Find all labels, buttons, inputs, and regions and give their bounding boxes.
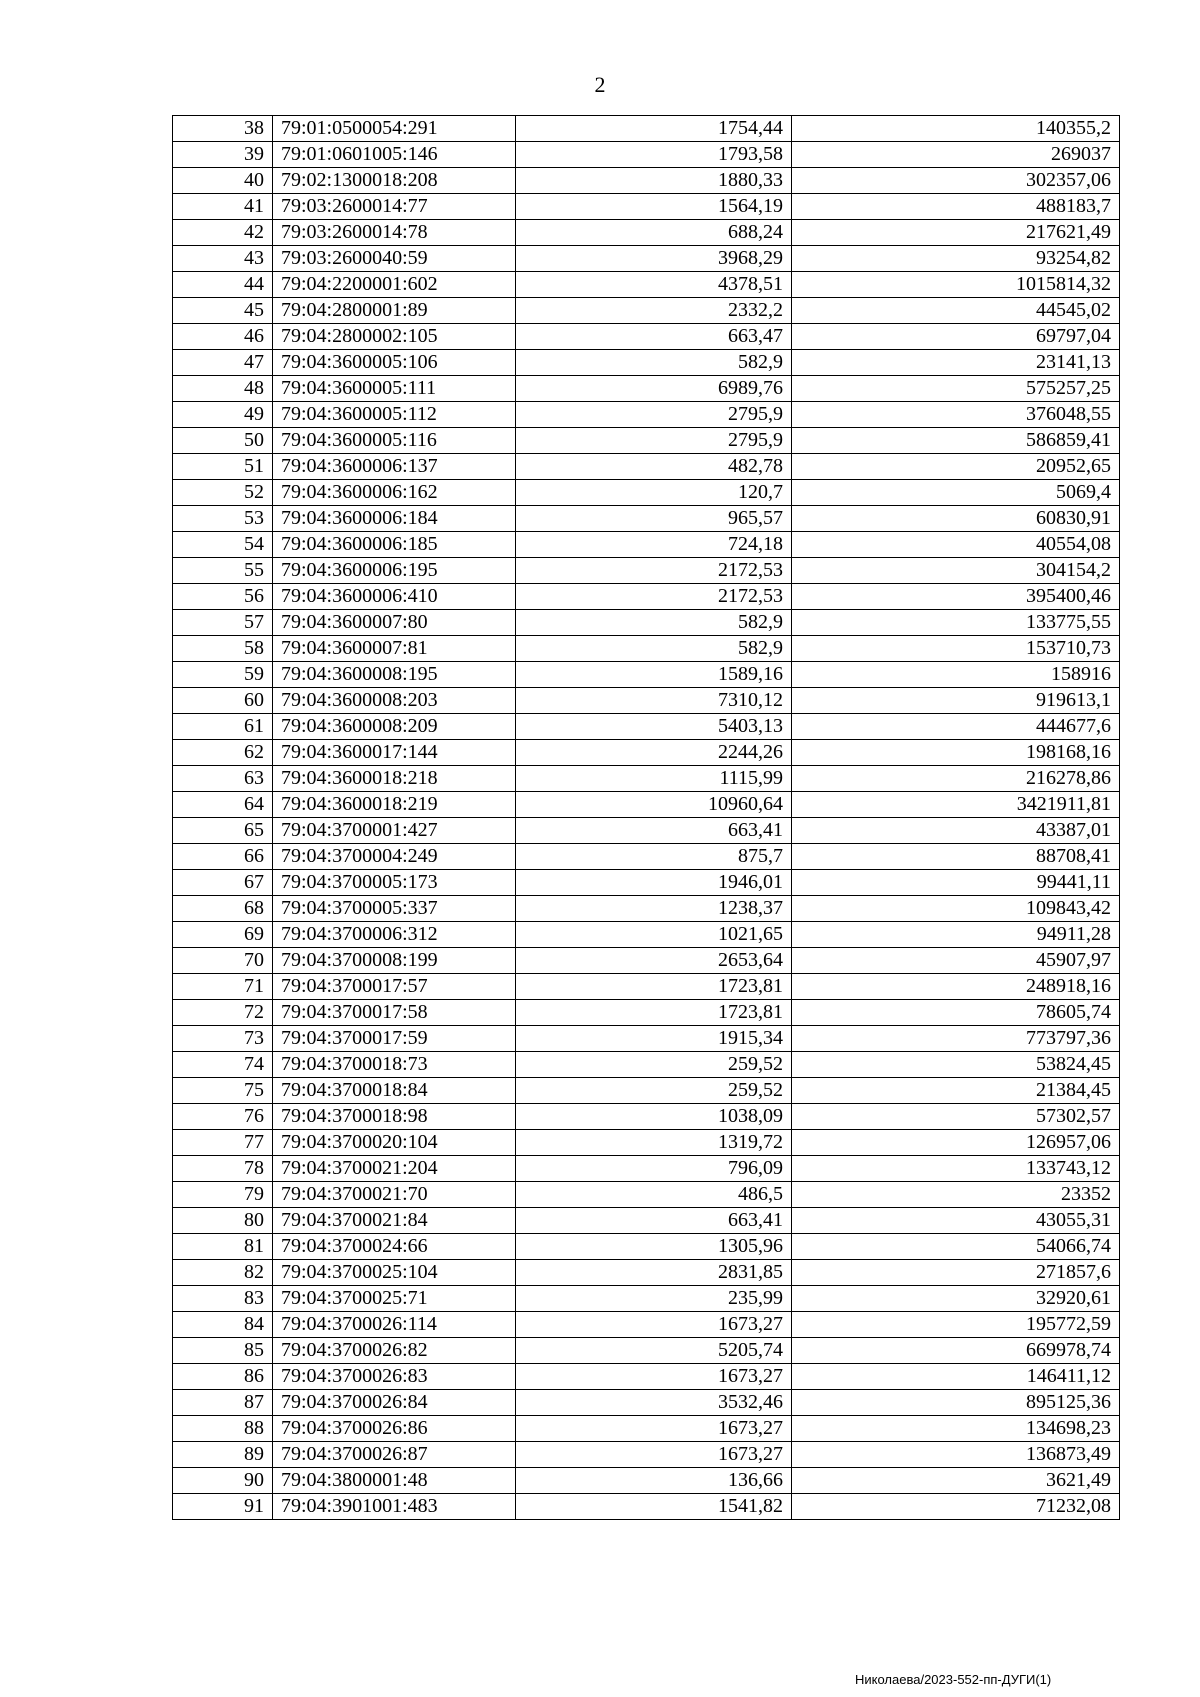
cost-value: 23141,13 <box>792 350 1120 376</box>
row-number: 52 <box>173 480 273 506</box>
area-value: 4378,51 <box>516 272 792 298</box>
cost-value: 71232,08 <box>792 1494 1120 1520</box>
row-number: 43 <box>173 246 273 272</box>
table-row <box>173 272 1120 298</box>
row-number: 68 <box>173 896 273 922</box>
cadastral-number: 79:04:3700001:427 <box>273 818 516 844</box>
table-row <box>173 1312 1120 1338</box>
cost-value: 586859,41 <box>792 428 1120 454</box>
cadastral-number: 79:04:3700008:199 <box>273 948 516 974</box>
area-value: 1305,96 <box>516 1234 792 1260</box>
area-value: 688,24 <box>516 220 792 246</box>
cadastral-number: 79:03:2600040:59 <box>273 246 516 272</box>
row-number: 54 <box>173 532 273 558</box>
area-value: 663,47 <box>516 324 792 350</box>
table-row <box>173 662 1120 688</box>
row-number: 89 <box>173 1442 273 1468</box>
area-value: 1673,27 <box>516 1312 792 1338</box>
cadastral-number: 79:04:3600018:219 <box>273 792 516 818</box>
area-value: 1723,81 <box>516 1000 792 1026</box>
row-number: 64 <box>173 792 273 818</box>
cost-value: 669978,74 <box>792 1338 1120 1364</box>
cost-value: 45907,97 <box>792 948 1120 974</box>
table-row <box>173 1156 1120 1182</box>
row-number: 66 <box>173 844 273 870</box>
row-number: 42 <box>173 220 273 246</box>
cost-value: 60830,91 <box>792 506 1120 532</box>
table-row <box>173 324 1120 350</box>
cost-value: 304154,2 <box>792 558 1120 584</box>
cost-value: 109843,42 <box>792 896 1120 922</box>
table-row <box>173 1364 1120 1390</box>
cadastral-number: 79:04:3700017:59 <box>273 1026 516 1052</box>
cost-value: 248918,16 <box>792 974 1120 1000</box>
cadastral-table <box>172 115 1120 1520</box>
area-value: 486,5 <box>516 1182 792 1208</box>
cost-value: 40554,08 <box>792 532 1120 558</box>
table-row <box>173 1208 1120 1234</box>
table-row <box>173 1234 1120 1260</box>
cadastral-number: 79:04:3700024:66 <box>273 1234 516 1260</box>
cost-value: 133743,12 <box>792 1156 1120 1182</box>
area-value: 120,7 <box>516 480 792 506</box>
area-value: 482,78 <box>516 454 792 480</box>
table-row <box>173 818 1120 844</box>
cost-value: 5069,4 <box>792 480 1120 506</box>
cost-value: 488183,7 <box>792 194 1120 220</box>
cadastral-number: 79:04:3600007:80 <box>273 610 516 636</box>
row-number: 50 <box>173 428 273 454</box>
row-number: 38 <box>173 116 273 142</box>
area-value: 663,41 <box>516 1208 792 1234</box>
area-value: 663,41 <box>516 818 792 844</box>
cost-value: 216278,86 <box>792 766 1120 792</box>
area-value: 2244,26 <box>516 740 792 766</box>
area-value: 1564,19 <box>516 194 792 220</box>
table-row <box>173 298 1120 324</box>
table-row <box>173 168 1120 194</box>
area-value: 3532,46 <box>516 1390 792 1416</box>
area-value: 796,09 <box>516 1156 792 1182</box>
area-value: 2653,64 <box>516 948 792 974</box>
cadastral-number: 79:04:3700006:312 <box>273 922 516 948</box>
cost-value: 444677,6 <box>792 714 1120 740</box>
table-row <box>173 506 1120 532</box>
cadastral-number: 79:04:3600005:111 <box>273 376 516 402</box>
cost-value: 895125,36 <box>792 1390 1120 1416</box>
cost-value: 134698,23 <box>792 1416 1120 1442</box>
cost-value: 575257,25 <box>792 376 1120 402</box>
area-value: 582,9 <box>516 350 792 376</box>
area-value: 5205,74 <box>516 1338 792 1364</box>
cadastral-number: 79:04:3600006:410 <box>273 584 516 610</box>
cost-value: 32920,61 <box>792 1286 1120 1312</box>
area-value: 724,18 <box>516 532 792 558</box>
row-number: 47 <box>173 350 273 376</box>
cost-value: 99441,11 <box>792 870 1120 896</box>
row-number: 60 <box>173 688 273 714</box>
area-value: 10960,64 <box>516 792 792 818</box>
cadastral-number: 79:04:3600008:195 <box>273 662 516 688</box>
cost-value: 140355,2 <box>792 116 1120 142</box>
row-number: 69 <box>173 922 273 948</box>
cadastral-number: 79:04:3700025:71 <box>273 1286 516 1312</box>
cadastral-number: 79:01:0601005:146 <box>273 142 516 168</box>
area-value: 259,52 <box>516 1052 792 1078</box>
row-number: 79 <box>173 1182 273 1208</box>
area-value: 1723,81 <box>516 974 792 1000</box>
area-value: 259,52 <box>516 1078 792 1104</box>
row-number: 56 <box>173 584 273 610</box>
cadastral-number: 79:04:3600008:203 <box>273 688 516 714</box>
cost-value: 158916 <box>792 662 1120 688</box>
table-row <box>173 636 1120 662</box>
table-row <box>173 1442 1120 1468</box>
cadastral-number: 79:04:3600005:116 <box>273 428 516 454</box>
area-value: 1115,99 <box>516 766 792 792</box>
cost-value: 146411,12 <box>792 1364 1120 1390</box>
cost-value: 133775,55 <box>792 610 1120 636</box>
cost-value: 43055,31 <box>792 1208 1120 1234</box>
cadastral-number: 79:04:3700025:104 <box>273 1260 516 1286</box>
row-number: 70 <box>173 948 273 974</box>
row-number: 75 <box>173 1078 273 1104</box>
table-row <box>173 792 1120 818</box>
row-number: 83 <box>173 1286 273 1312</box>
area-value: 1673,27 <box>516 1364 792 1390</box>
cadastral-number: 79:04:3700026:86 <box>273 1416 516 1442</box>
cost-value: 198168,16 <box>792 740 1120 766</box>
table-row <box>173 194 1120 220</box>
cadastral-number: 79:04:3700018:84 <box>273 1078 516 1104</box>
cadastral-number: 79:02:1300018:208 <box>273 168 516 194</box>
cadastral-number: 79:04:3600006:184 <box>273 506 516 532</box>
cost-value: 78605,74 <box>792 1000 1120 1026</box>
table-row <box>173 1052 1120 1078</box>
area-value: 1238,37 <box>516 896 792 922</box>
area-value: 2795,9 <box>516 402 792 428</box>
row-number: 88 <box>173 1416 273 1442</box>
table-row <box>173 220 1120 246</box>
row-number: 45 <box>173 298 273 324</box>
row-number: 57 <box>173 610 273 636</box>
table-row <box>173 870 1120 896</box>
table-row <box>173 1026 1120 1052</box>
area-value: 2831,85 <box>516 1260 792 1286</box>
table-row <box>173 1390 1120 1416</box>
cost-value: 153710,73 <box>792 636 1120 662</box>
table-row <box>173 948 1120 974</box>
row-number: 40 <box>173 168 273 194</box>
row-number: 90 <box>173 1468 273 1494</box>
cadastral-number: 79:04:2200001:602 <box>273 272 516 298</box>
cadastral-number: 79:04:3700005:337 <box>273 896 516 922</box>
area-value: 1793,58 <box>516 142 792 168</box>
table-row <box>173 1130 1120 1156</box>
row-number: 63 <box>173 766 273 792</box>
table-row <box>173 714 1120 740</box>
cost-value: 773797,36 <box>792 1026 1120 1052</box>
cost-value: 21384,45 <box>792 1078 1120 1104</box>
table-row <box>173 766 1120 792</box>
cadastral-number: 79:04:3600008:209 <box>273 714 516 740</box>
row-number: 62 <box>173 740 273 766</box>
area-value: 1754,44 <box>516 116 792 142</box>
table-row <box>173 584 1120 610</box>
cadastral-number: 79:04:3600005:112 <box>273 402 516 428</box>
cadastral-number: 79:04:3700026:87 <box>273 1442 516 1468</box>
area-value: 5403,13 <box>516 714 792 740</box>
row-number: 81 <box>173 1234 273 1260</box>
cadastral-number: 79:04:3700018:73 <box>273 1052 516 1078</box>
area-value: 1880,33 <box>516 168 792 194</box>
row-number: 77 <box>173 1130 273 1156</box>
area-value: 3968,29 <box>516 246 792 272</box>
table-row <box>173 1416 1120 1442</box>
cost-value: 53824,45 <box>792 1052 1120 1078</box>
table-row <box>173 142 1120 168</box>
row-number: 78 <box>173 1156 273 1182</box>
cost-value: 20952,65 <box>792 454 1120 480</box>
table-row <box>173 532 1120 558</box>
cadastral-number: 79:04:3600006:162 <box>273 480 516 506</box>
cadastral-number: 79:03:2600014:78 <box>273 220 516 246</box>
cost-value: 44545,02 <box>792 298 1120 324</box>
table-row <box>173 610 1120 636</box>
cadastral-number: 79:04:3600017:144 <box>273 740 516 766</box>
table-row <box>173 974 1120 1000</box>
cadastral-number: 79:04:3700004:249 <box>273 844 516 870</box>
table-row <box>173 922 1120 948</box>
table-row <box>173 844 1120 870</box>
cadastral-number: 79:04:3700020:104 <box>273 1130 516 1156</box>
row-number: 86 <box>173 1364 273 1390</box>
cadastral-number: 79:04:3700026:82 <box>273 1338 516 1364</box>
cost-value: 271857,6 <box>792 1260 1120 1286</box>
table-row <box>173 246 1120 272</box>
cadastral-number: 79:04:2800001:89 <box>273 298 516 324</box>
cadastral-number: 79:04:3700005:173 <box>273 870 516 896</box>
area-value: 1673,27 <box>516 1442 792 1468</box>
area-value: 1319,72 <box>516 1130 792 1156</box>
cost-value: 3421911,81 <box>792 792 1120 818</box>
cadastral-number: 79:04:3700018:98 <box>273 1104 516 1130</box>
area-value: 1673,27 <box>516 1416 792 1442</box>
row-number: 44 <box>173 272 273 298</box>
area-value: 1946,01 <box>516 870 792 896</box>
cadastral-number: 79:04:3700026:83 <box>273 1364 516 1390</box>
cadastral-number: 79:04:3800001:48 <box>273 1468 516 1494</box>
cost-value: 23352 <box>792 1182 1120 1208</box>
table-row <box>173 1000 1120 1026</box>
row-number: 82 <box>173 1260 273 1286</box>
row-number: 53 <box>173 506 273 532</box>
table-row <box>173 688 1120 714</box>
row-number: 41 <box>173 194 273 220</box>
cadastral-number: 79:04:3600006:137 <box>273 454 516 480</box>
cost-value: 43387,01 <box>792 818 1120 844</box>
row-number: 59 <box>173 662 273 688</box>
row-number: 85 <box>173 1338 273 1364</box>
row-number: 67 <box>173 870 273 896</box>
cost-value: 88708,41 <box>792 844 1120 870</box>
area-value: 1915,34 <box>516 1026 792 1052</box>
page-number: 2 <box>594 72 606 97</box>
cost-value: 57302,57 <box>792 1104 1120 1130</box>
cost-value: 195772,59 <box>792 1312 1120 1338</box>
area-value: 2332,2 <box>516 298 792 324</box>
cost-value: 1015814,32 <box>792 272 1120 298</box>
table-row <box>173 558 1120 584</box>
row-number: 74 <box>173 1052 273 1078</box>
area-value: 2172,53 <box>516 558 792 584</box>
row-number: 51 <box>173 454 273 480</box>
row-number: 80 <box>173 1208 273 1234</box>
table-row <box>173 480 1120 506</box>
cadastral-number: 79:01:0500054:291 <box>273 116 516 142</box>
cadastral-number: 79:04:3600018:218 <box>273 766 516 792</box>
table-row <box>173 1494 1120 1520</box>
table-row <box>173 896 1120 922</box>
cadastral-number: 79:04:3901001:483 <box>273 1494 516 1520</box>
cadastral-number: 79:04:2800002:105 <box>273 324 516 350</box>
area-value: 1021,65 <box>516 922 792 948</box>
area-value: 1541,82 <box>516 1494 792 1520</box>
cadastral-number: 79:04:3700026:114 <box>273 1312 516 1338</box>
area-value: 2795,9 <box>516 428 792 454</box>
table-row <box>173 1260 1120 1286</box>
cadastral-number: 79:04:3700021:204 <box>273 1156 516 1182</box>
table-row <box>173 428 1120 454</box>
row-number: 58 <box>173 636 273 662</box>
row-number: 65 <box>173 818 273 844</box>
cadastral-number: 79:04:3600005:106 <box>273 350 516 376</box>
cadastral-number: 79:04:3700021:70 <box>273 1182 516 1208</box>
cost-value: 136873,49 <box>792 1442 1120 1468</box>
area-value: 582,9 <box>516 610 792 636</box>
cost-value: 3621,49 <box>792 1468 1120 1494</box>
table-row <box>173 1338 1120 1364</box>
cadastral-number: 79:04:3600006:195 <box>273 558 516 584</box>
row-number: 61 <box>173 714 273 740</box>
cost-value: 94911,28 <box>792 922 1120 948</box>
row-number: 71 <box>173 974 273 1000</box>
table-row <box>173 376 1120 402</box>
cost-value: 395400,46 <box>792 584 1120 610</box>
row-number: 39 <box>173 142 273 168</box>
cost-value: 54066,74 <box>792 1234 1120 1260</box>
row-number: 76 <box>173 1104 273 1130</box>
table-body <box>173 116 1120 1520</box>
cost-value: 217621,49 <box>792 220 1120 246</box>
row-number: 73 <box>173 1026 273 1052</box>
row-number: 46 <box>173 324 273 350</box>
row-number: 91 <box>173 1494 273 1520</box>
table-row <box>173 1468 1120 1494</box>
table-row <box>173 350 1120 376</box>
row-number: 48 <box>173 376 273 402</box>
cost-value: 126957,06 <box>792 1130 1120 1156</box>
table-row <box>173 1182 1120 1208</box>
document-reference: Николаева/2023-552-пп-ДУГИ(1) <box>855 1672 1052 1687</box>
area-value: 6989,76 <box>516 376 792 402</box>
area-value: 965,57 <box>516 506 792 532</box>
cadastral-number: 79:03:2600014:77 <box>273 194 516 220</box>
area-value: 7310,12 <box>516 688 792 714</box>
area-value: 582,9 <box>516 636 792 662</box>
cost-value: 919613,1 <box>792 688 1120 714</box>
table-row <box>173 454 1120 480</box>
table-row <box>173 116 1120 142</box>
table-row <box>173 740 1120 766</box>
cost-value: 269037 <box>792 142 1120 168</box>
cadastral-number: 79:04:3700026:84 <box>273 1390 516 1416</box>
cost-value: 69797,04 <box>792 324 1120 350</box>
area-value: 875,7 <box>516 844 792 870</box>
cost-value: 376048,55 <box>792 402 1120 428</box>
cadastral-number: 79:04:3600007:81 <box>273 636 516 662</box>
cadastral-number: 79:04:3700017:57 <box>273 974 516 1000</box>
cadastral-number: 79:04:3700021:84 <box>273 1208 516 1234</box>
table-row <box>173 1104 1120 1130</box>
table-row <box>173 402 1120 428</box>
row-number: 49 <box>173 402 273 428</box>
area-value: 1038,09 <box>516 1104 792 1130</box>
row-number: 87 <box>173 1390 273 1416</box>
area-value: 2172,53 <box>516 584 792 610</box>
area-value: 235,99 <box>516 1286 792 1312</box>
row-number: 55 <box>173 558 273 584</box>
cadastral-number: 79:04:3600006:185 <box>273 532 516 558</box>
table-row <box>173 1286 1120 1312</box>
cost-value: 93254,82 <box>792 246 1120 272</box>
area-value: 1589,16 <box>516 662 792 688</box>
cost-value: 302357,06 <box>792 168 1120 194</box>
cadastral-number: 79:04:3700017:58 <box>273 1000 516 1026</box>
row-number: 84 <box>173 1312 273 1338</box>
table-row <box>173 1078 1120 1104</box>
row-number: 72 <box>173 1000 273 1026</box>
area-value: 136,66 <box>516 1468 792 1494</box>
